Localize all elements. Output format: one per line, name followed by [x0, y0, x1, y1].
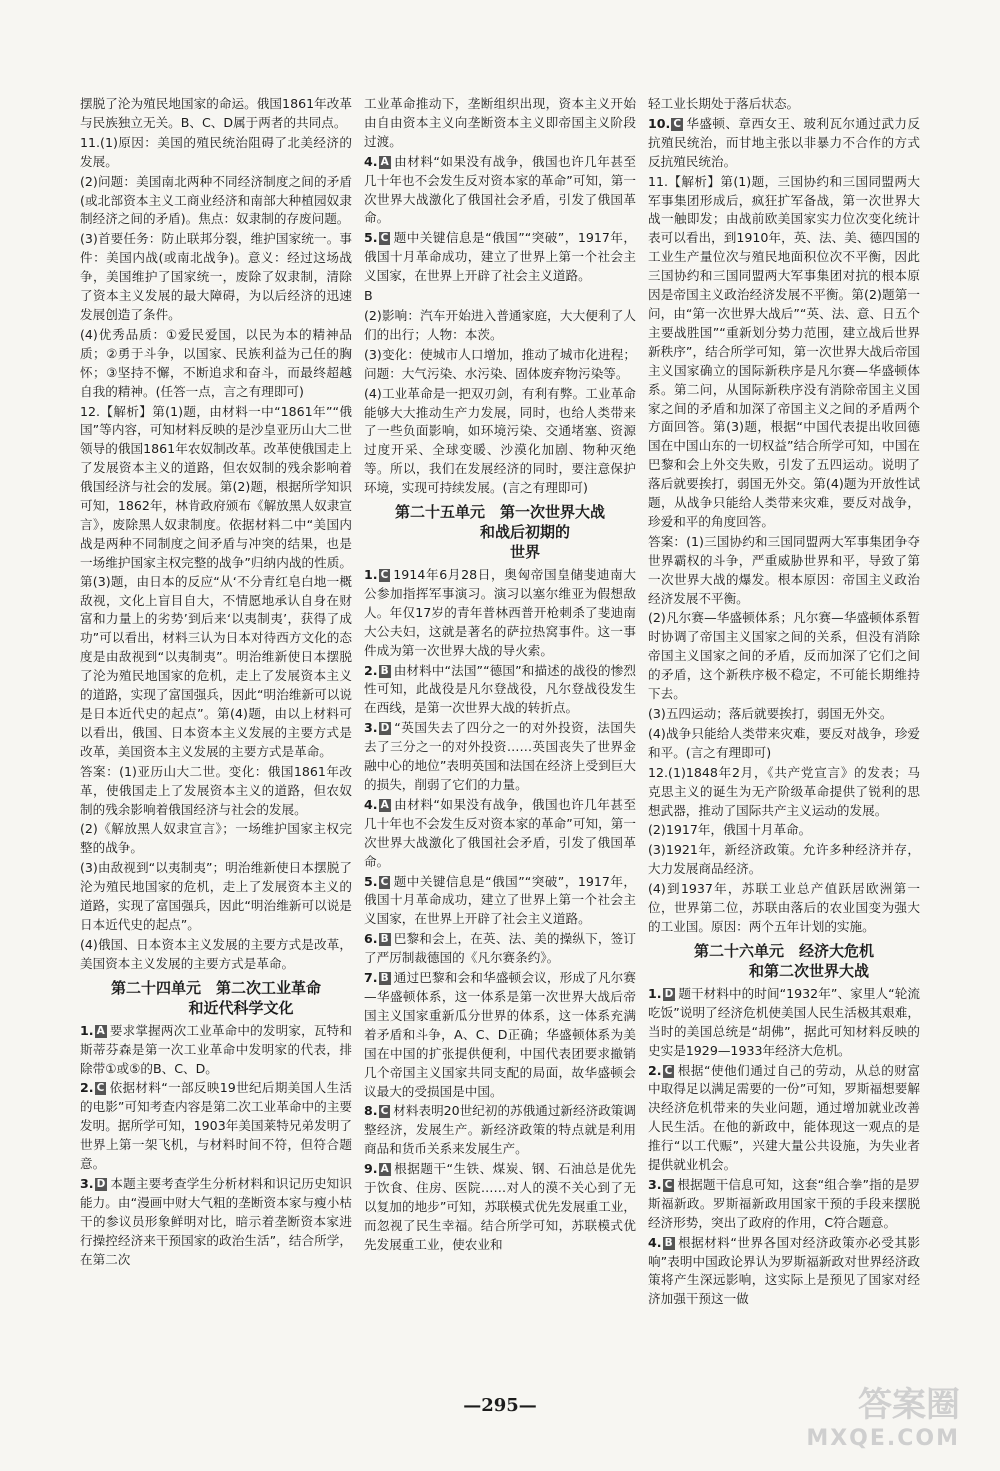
paragraph: 工业革命推动下，垄断组织出现，资本主义开始由自由资本主义向垄断资本主义即帝国主义阶段过渡。 [364, 96, 636, 149]
question-explanation: 由材料“如果没有战争，俄国也许几年甚至几十年也不会发生反对资本家的革命”可知，第一次世界大战激化了俄国社会矛盾，引发了俄国革命。 [364, 796, 636, 869]
q11-part1: 11.(1)原因：美国的殖民统治阻碍了北美经济的发展。 [80, 134, 352, 169]
question-explanation: 根据“使他们通过自己的劳动，从总的财富中取得足以满足需要的一份”可知，罗斯福想要解决经济危机带来的失业问题，通过增加就业改善人民生活。在他的新政中，能体现这一观点的是推行“以工代赈”，兴建大量公共设施，为失业者提供就业机会。 [648, 1062, 920, 1173]
question-explanation: 材料表明20世纪初的苏俄通过新经济政策调整经济，发展生产。新经济政策的特点就是利用商品和货币关系来发展生产。 [364, 1103, 636, 1157]
question-item [364, 930, 636, 968]
question-number: 8. [364, 1103, 378, 1119]
unit-25-heading [364, 502, 636, 562]
answer-badge: B [380, 972, 389, 985]
question-explanation: 要求掌握两次工业革命中的发明家，瓦特和斯蒂芬森是第一次工业革命中发明家的代表，排除带①或⑤的B、C、D。 [80, 1022, 352, 1076]
question-number: 3. [80, 1175, 94, 1191]
question-item [364, 566, 636, 661]
question-explanation: 由材料中“法国”“德国”和描述的战役的惨烈性可知，此战役是凡尔登战役，凡尔登战役发生在西线，是第一次世界大战的转折点。 [364, 662, 636, 716]
question-item [364, 719, 636, 795]
question-item [364, 229, 636, 286]
question-item [80, 1079, 352, 1174]
answer-badge: D [380, 722, 390, 735]
page-number: —295— [463, 1395, 537, 1416]
question-item [80, 1022, 352, 1079]
question-explanation: 题中关键信息是“俄国”“突破”，1917年，俄国十月革命成功，建立了世界上第一个社会主义国家，在世界上开辟了社会主义道路。 [364, 873, 636, 927]
unit-25-title-line3: 世界 [509, 543, 540, 562]
paragraph: 轻工业长期处于落后状态。 [648, 96, 800, 111]
answer-badge: C [380, 232, 389, 245]
question-explanation: 题中关键信息是“俄国”“突破”，1917年，俄国十月革命成功，建立了世界上第一个社会主义国家，在世界上开辟了社会主义道路。 [364, 230, 636, 284]
unit-24-title-line1: 第二十四单元 第二次工业革命 [110, 978, 321, 997]
question-item [648, 1176, 920, 1233]
question-item [364, 153, 636, 229]
q11-analysis: 11.【解析】第(1)题，三国协约和三国同盟两大军事集团形成后，疯狂扩军备战，第一次世界大战一触即发；由战前欧美国家实力位次变化统计表可以看出，到1910年，英、法、美、德四国的工业生产量位次与殖民地面积位次不平衡，因此三国协约和三国同盟两大军事集团对抗的根本原因是帝国主义政治经济发展不平衡。第(2)题第一问，由“第一次世界大战后”“英、法、意、日五个主要战胜国”“重新划分势力范围，建立战后世界新秩序”，结合所学可知，第一次世界大战后帝国主义国家确立的国际新秩序是凡尔赛—华盛顿体系。第二问，从国际新秩序没有消除帝国主义国家之间的矛盾和加深了帝国主义之间的矛盾两个方面回答。第(3)题，根据“中国代表提出收回德国在中国山东的一切权益”结合所学可知，中国在巴黎和会上外交失败，引发了五四运动。说明了落后就要挨打，弱国无外交。第(4)题为开放性试题，从战争只能给人类带来灾难，要反对战争，珍爱和平的角度回答。 [648, 173, 920, 529]
question-number: 5. [364, 873, 378, 889]
question-number: 2. [648, 1062, 662, 1078]
question-explanation: 根据题干“生铁、煤炭、钢、石油总是优先于饮食、住房、医院……对人的漠不关心到了无以复加的地步”可知，苏联模式优先发展重工业，而忽视了民生幸福。结合所学可知，苏联模式优先发展重工业，使农业和 [364, 1161, 636, 1252]
answer-badge: B [380, 933, 389, 946]
question-explanation: 1914年6月28日，奥匈帝国皇储斐迪南大公参加指挥军事演习。演习以塞尔维亚为假想敌人。年仅17岁的青年普林西普开枪刺杀了斐迪南大公夫妇，这就是著名的萨拉热窝事件。这一事件成为第一次世界大战的导火索。 [364, 567, 636, 658]
answer-badge: C [380, 1105, 389, 1118]
answer-badge: C [96, 1082, 105, 1095]
question-number: 9. [364, 1161, 378, 1177]
q11-part3: (3)首要任务：防止联邦分裂，维护国家统一。事件：美国内战(或南北战争)。意义：经过这场战争，美国维护了国家统一，废除了奴隶制，清除了资本主义发展的最大障碍，为以后经济的迅速发展创造了条件。 [80, 231, 352, 322]
question-item [364, 969, 636, 1101]
question-number: 1. [648, 985, 662, 1001]
q12-answer-4: (4)俄国、日本资本主义发展的主要方式是改革，美国资本主义发展的主要方式是革命。 [80, 936, 352, 971]
q6-part3: (3)变化：使城市人口增加，推动了城市化进程；问题：大气污染、水污染、固体废弃物污染等。 [364, 346, 636, 381]
q12-answer-2: (2)《解放黑人奴隶宣言》；一场维护国家主权完整的战争。 [80, 821, 352, 856]
question-number: 1. [364, 567, 378, 583]
question-number: 4. [648, 1234, 662, 1250]
answer-badge: D [664, 987, 674, 1000]
question-item [648, 115, 920, 172]
question-explanation: 根据材料“世界各国对经济政策亦必受其影响”表明中国政论界认为罗斯福新政对世界经济政策将产生深远影响，这实际上是预见了国家对经济加强干预这一做 [648, 1234, 920, 1307]
question-number: 3. [648, 1176, 662, 1192]
q11-answer-2: (2)凡尔赛—华盛顿体系；凡尔赛—华盛顿体系暂时协调了帝国主义国家之间的关系，但没有消除帝国主义国家之间的矛盾，反而加深了它们之间的矛盾，这个新秩序极不稳定，不可能长期维持下去。 [648, 610, 920, 702]
question-explanation: 依据材料“一部反映19世纪后期美国人生活的电影”可知考查内容是第二次工业革命中的主要发明。据所学可知，1903年美国莱特兄弟发明了世界上第一架飞机，与材料时间不符，但符合题意。 [80, 1080, 352, 1172]
question-explanation: 本题主要考查学生分析材料和识记历史知识能力。由“漫画中财大气粗的垄断资本家与瘦小枯干的参议员形象鲜明对比，暗示着垄断资本家进行操控经济来干预国家的政治生活”，结合所学，在第二次 [80, 1175, 352, 1267]
question-number: 2. [364, 662, 378, 678]
answer-badge: A [96, 1024, 105, 1037]
question-number: 6. [364, 931, 378, 947]
question-explanation: 题干材料中的时间“1932年”、家里人“轮流吃饭”说明了经济危机使美国人民生活极其艰难，当时的美国总统是“胡佛”，据此可知材料反映的史实是1929—1933年经济大危机。 [648, 985, 920, 1058]
answer-badge: B [664, 1236, 673, 1249]
question-item [364, 796, 636, 872]
q12-analysis: 12.【解析】第(1)题，由材料一中“1861年”“俄国”等内容，可知材料反映的是沙皇亚历山大二世领导的俄国1861年农奴制改革。改革使俄国走上了发展资本主义的道路，但农奴制的残余影响着俄国经济与社会的发展。第(2)题，根据所学知识可知，1862年，林肯政府颁布《解放黑人奴隶宣言》，废除黑人奴隶制度。依据材料二中“美国内战是两种不同制度之间矛盾与冲突的结果，也是一场维护国家主权完整的战争”归纳内战的性质。第(3)题，由日本的反应“从‘不分青红皂白地一概敌视，文化上盲目自大，不情愿地承认自身在财富和力量上的劣势’到后来‘以夷制夷’，获得了成功”可以看出，材料三认为日本对待西方文化的态度是由敌视到“以夷制夷”。明治维新使日本摆脱了沦为殖民地国家的危机，走上了发展资本主义的道路，实现了富国强兵，因此“明治维新可以说是日本近代史的起点”。第(4)题，由以上材料可以看出，俄国、日本资本主义发展的主要方式是改革，美国资本主义发展的主要方式是革命。 [80, 403, 352, 759]
answer-badge: D [96, 1177, 106, 1190]
unit-26-heading [648, 941, 920, 981]
q12-part3: (3)1921年，新经济政策。允许多种经济并存，大力发展商品经济。 [648, 842, 920, 877]
q6-part1: B [364, 288, 373, 304]
question-number: 5. [364, 230, 378, 246]
paragraph: 摆脱了沦为殖民地国家的命运。俄国1861年改革与民族独立无关。B、C、D属于两者的共同点。 [80, 96, 352, 130]
question-item [364, 1102, 636, 1159]
q11-answer-1: 答案：(1)三国协约和三国同盟两大军事集团争夺世界霸权的斗争，严重威胁世界和平，导致了第一次世界大战的爆发。根本原因：帝国主义政治经济发展不平衡。 [648, 533, 920, 606]
q12-part2: (2)1917年，俄国十月革命。 [648, 822, 812, 838]
unit-25-title-line2: 和战后初期的 [479, 523, 570, 542]
watermark-logo [806, 1377, 960, 1451]
question-number: 3. [364, 720, 378, 736]
question-number: 10. [648, 115, 671, 131]
q11-part4: (4)优秀品质：①爱民爱国，以民为本的精神品质；②勇于斗争，以国家、民族利益为己任的胸怀；③坚持不懈，不断追求和奋斗，而最终超越自我的精神。(任答一点，言之有理即可) [80, 326, 352, 399]
question-explanation: 通过巴黎和会和华盛顿会议，形成了凡尔赛—华盛顿体系，这一体系是第一次世界大战后帝国主义国家重新瓜分世界的体系，这一体系充满着矛盾和斗争，A、C、D正确；华盛顿体系为美国在中国的扩张提供便利，中国代表团要求撤销几个帝国主义国家共同支配的局面，故华盛顿会议最大的受损国是中国。 [364, 970, 636, 1099]
answer-badge: C [664, 1178, 673, 1191]
q11-answer-4: (4)战争只能给人类带来灾难，要反对战争，珍爱和平。(言之有理即可) [648, 725, 920, 760]
unit-24-title-line2: 和近代科学文化 [188, 998, 294, 1017]
question-number: 7. [364, 970, 378, 986]
q11-part2: (2)问题：美国南北两种不同经济制度之间的矛盾(或北部资本主义工商业经济和南部大种植园奴隶制经济之间的矛盾)。焦点：奴隶制的存废问题。 [80, 173, 352, 227]
unit-25-title-line1: 第二十五单元 第一次世界大战 [394, 503, 605, 522]
answer-badge: A [380, 1163, 389, 1176]
question-explanation: 根据题干信息可知，这套“组合拳”指的是罗斯福新政。罗斯福新政用国家干预的手段来摆脱经济形势，突出了政府的作用，C符合题意。 [648, 1176, 920, 1230]
question-item [648, 985, 920, 1061]
question-number: 2. [80, 1080, 94, 1096]
question-explanation: 由材料“如果没有战争，俄国也许几年甚至几十年也不会发生反对资本家的革命”可知，第一次世界大战激化了俄国社会矛盾，引发了俄国革命。 [364, 153, 636, 226]
watermark-url: MXQE.COM [806, 1426, 960, 1451]
question-item [364, 1160, 636, 1255]
question-item [364, 662, 636, 719]
answer-badge: C [673, 117, 682, 130]
answer-badge: C [380, 875, 389, 888]
q6-part2: (2)影响：汽车开始进入普通家庭，大大便利了人们的出行；人物：本茨。 [364, 307, 636, 342]
column-middle [364, 95, 636, 1370]
answer-page [80, 95, 920, 1370]
answer-badge: C [664, 1064, 673, 1077]
question-item [80, 1175, 352, 1270]
q6-part4: (4)工业革命是一把双刃剑，有利有弊。工业革命能够大大推动生产力发展，同时，也给人类带来了一些负面影响，如环境污染、交通堵塞、资源过度开采、全球变暖、沙漠化加剧、物种灭绝等。所以，我们在发展经济的同时，要注意保护环境，实现可持续发展。(言之有理即可) [364, 385, 636, 496]
q12-answer-3: (3)由敌视到“以夷制夷”；明治维新使日本摆脱了沦为殖民地国家的危机，走上了发展资本主义的道路，实现了富国强兵，因此“明治维新可以说是日本近代史的起点”。 [80, 860, 352, 932]
answer-badge: C [380, 569, 389, 582]
q12-answer-1: 答案：(1)亚历山大二世。变化：俄国1861年改革，使俄国走上了发展资本主义的道路，但农奴制的残余影响着俄国经济与社会的发展。 [80, 763, 352, 817]
answer-badge: B [380, 664, 389, 677]
question-item [364, 873, 636, 930]
q12-part4: (4)到1937年，苏联工业总产值跃居欧洲第一位，世界第二位，苏联由落后的农业国变为强大的工业国。原因：两个五年计划的实施。 [648, 881, 920, 934]
question-number: 4. [364, 153, 378, 169]
q12-part1: 12.(1)1848年2月，《共产党宣言》的发表；马克思主义的诞生为无产阶级革命提供了锐利的思想武器，推动了国际共产主义运动的发展。 [648, 764, 920, 818]
unit-26-title-line1: 第二十六单元 经济大危机 [693, 941, 874, 960]
q11-answer-3: (3)五四运动；落后就要挨打，弱国无外交。 [648, 706, 893, 721]
unit-26-title-line2: 和第二次世界大战 [748, 961, 869, 980]
watermark-text: 答案圈 [858, 1385, 960, 1425]
question-explanation: 巴黎和会上，在英、法、美的操纵下，签订了严厉制裁德国的《凡尔赛条约》。 [364, 931, 636, 966]
answer-badge: A [380, 798, 389, 811]
question-explanation: 华盛顿、章西女王、玻利瓦尔通过武力反抗殖民统治，而甘地主张以非暴力不合作的方式反抗殖民统治。 [648, 115, 920, 169]
question-explanation: “英国失去了四分之一的对外投资，法国失去了三分之一的对外投资……英国丧失了世界金融中心的地位”表明英国和法国在经济上受到巨大的损失，削弱了它们的力量。 [364, 720, 636, 792]
question-number: 1. [80, 1022, 94, 1038]
answer-badge: A [380, 155, 389, 168]
column-left [80, 95, 352, 1370]
question-number: 4. [364, 796, 378, 812]
question-item [648, 1062, 920, 1175]
column-right [648, 95, 920, 1370]
unit-24-heading [80, 978, 352, 1018]
question-item [648, 1234, 920, 1310]
